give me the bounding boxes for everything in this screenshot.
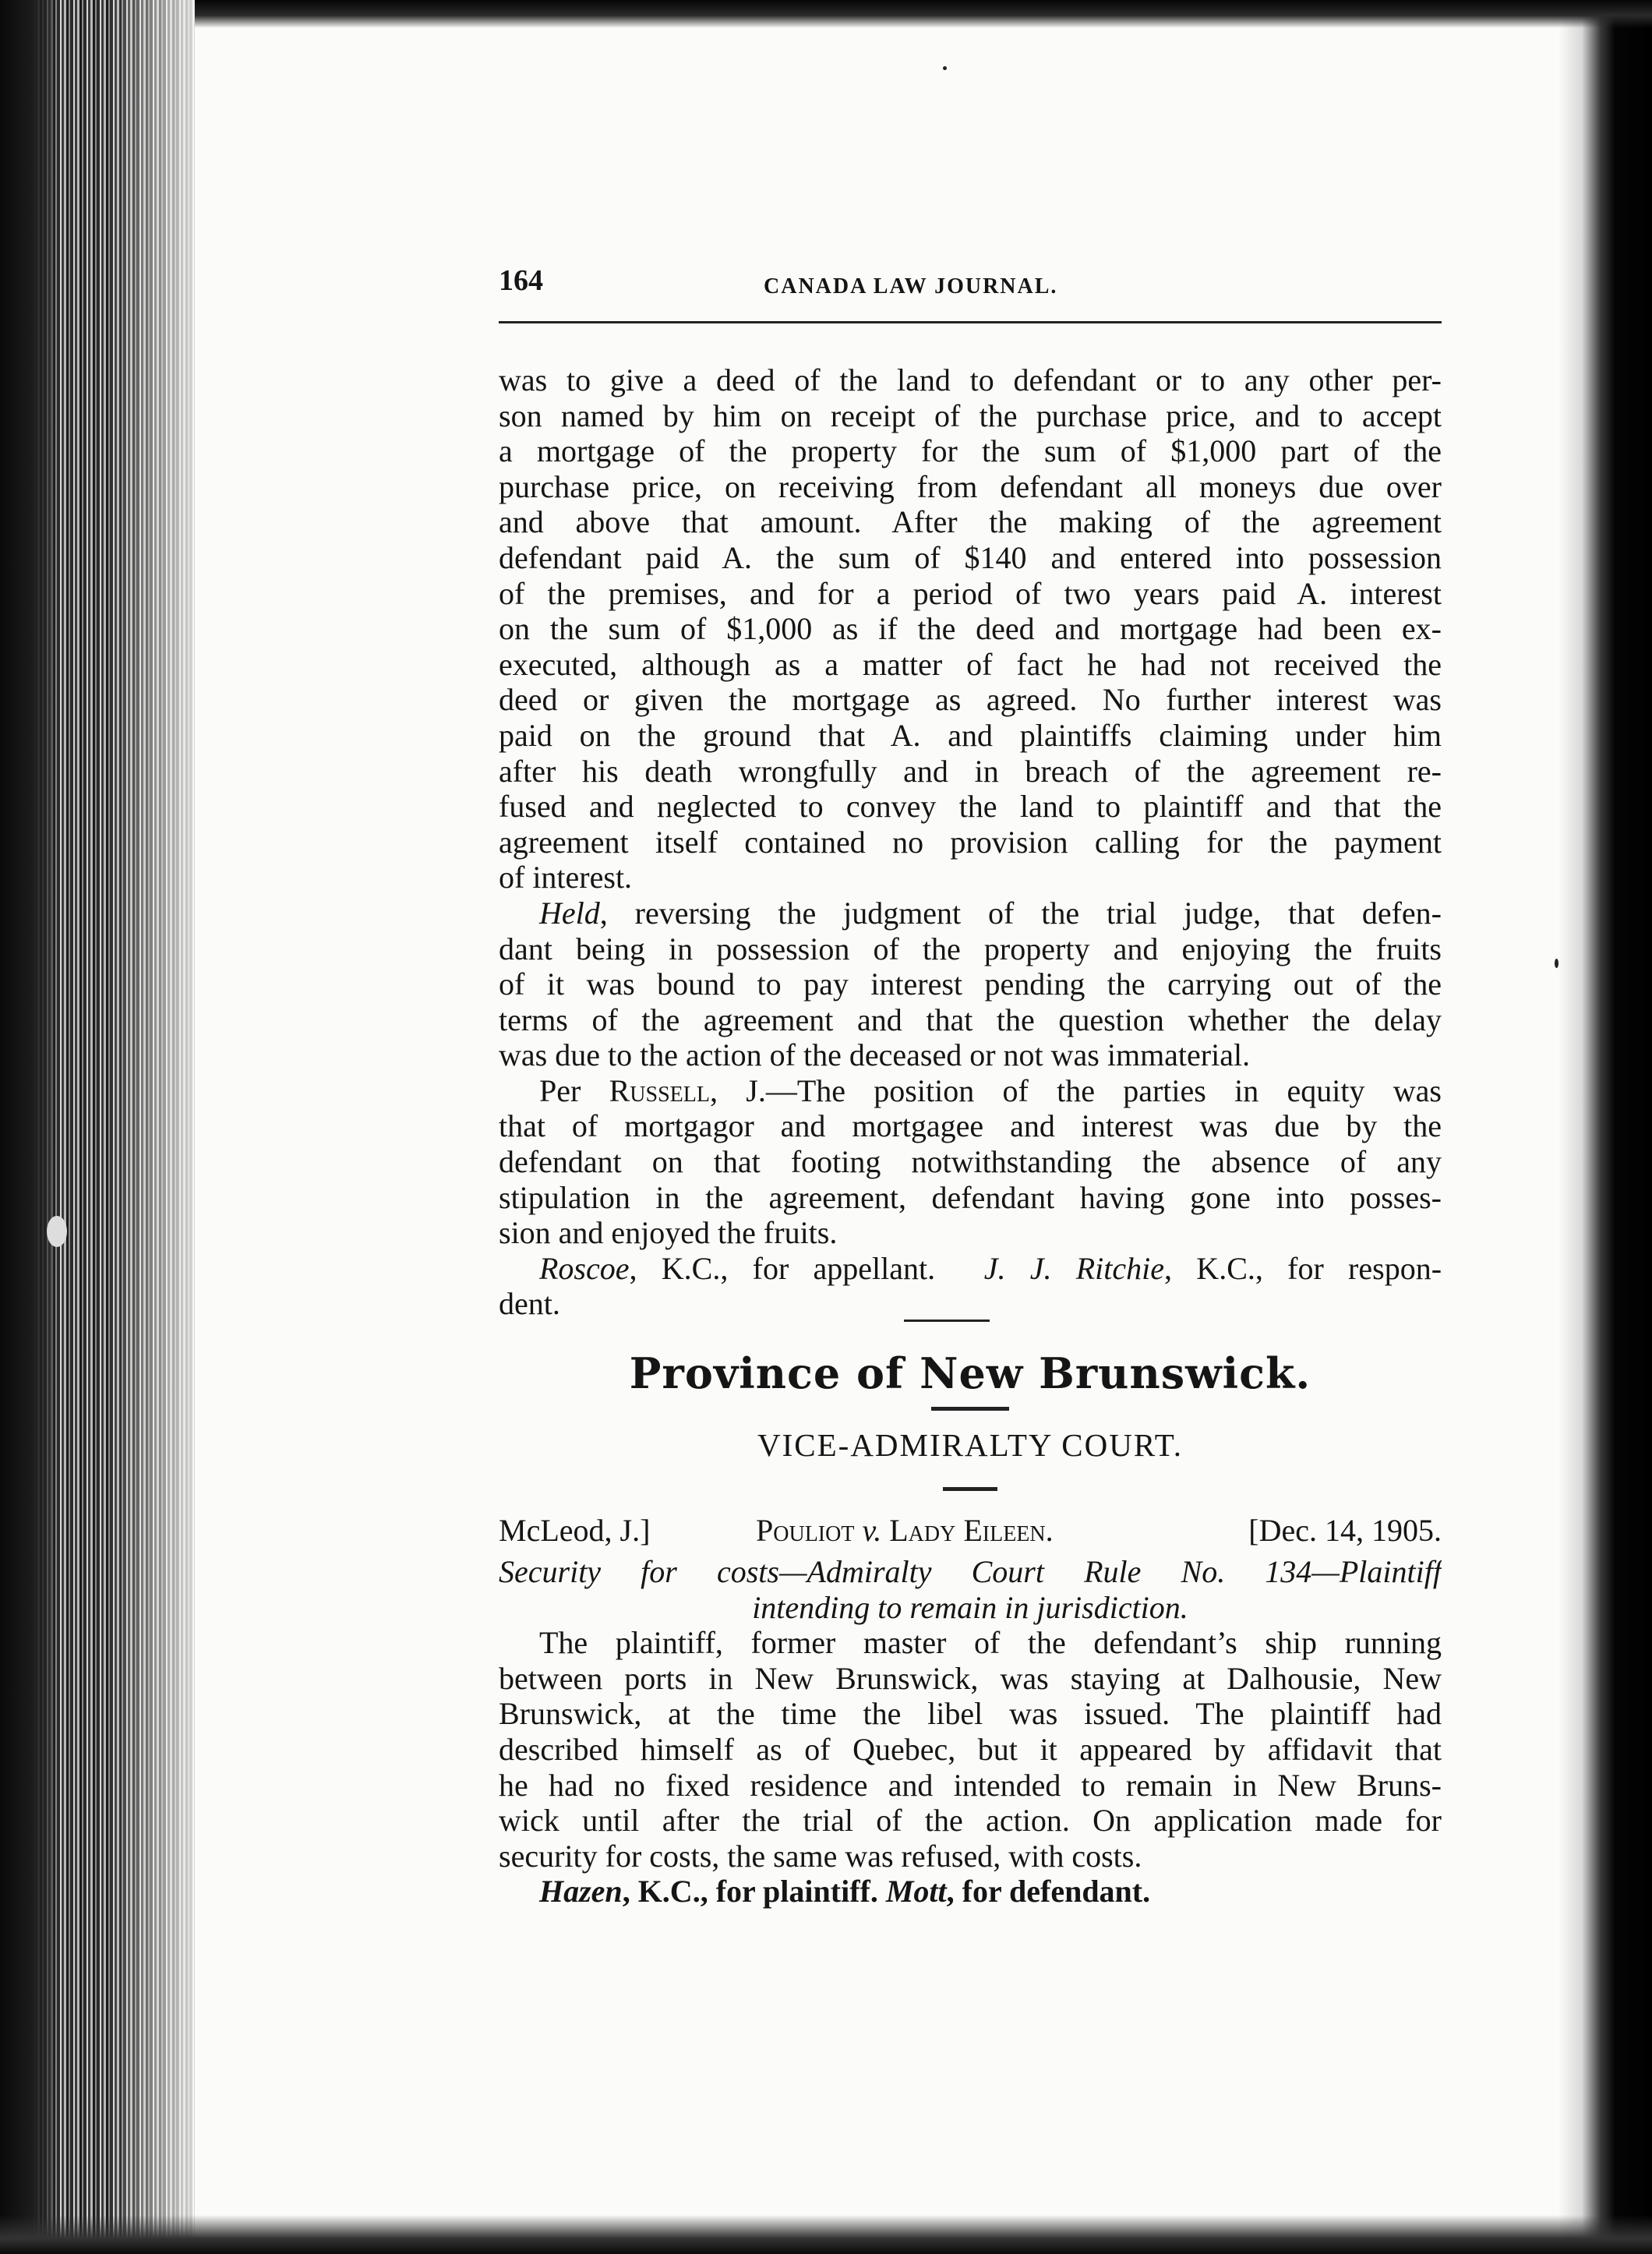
headnote-line: Security for costs—Admiralty Court Rule No. 134—Plaintiff (499, 1554, 1442, 1589)
text-line: dent. (499, 1286, 560, 1322)
court-heading: VICE-ADMIRALTY COURT. (757, 1427, 1183, 1463)
case-name (756, 1512, 1054, 1549)
text-line: terms of the agreement and that the question whether the delay (499, 1002, 1442, 1037)
text-line: between ports in New Brunswick, was staying at Dalhousie, New (499, 1660, 1442, 1696)
appellant-counsel: Roscoe (539, 1250, 630, 1286)
defendant-role: , for defendant. (946, 1874, 1151, 1910)
per-word: Per (539, 1072, 609, 1108)
text-line: wick until after the trial of the action. On application made for (499, 1803, 1442, 1839)
text-line: stipulation in the agreement, defendant having gone into posses- (499, 1179, 1442, 1215)
text-line: of it was bound to pay interest pending the carrying out of the (499, 966, 1442, 1002)
appellant-role: , K.C., for appellant. (629, 1250, 936, 1286)
text-line: defendant paid A. the sum of $140 and entered into possession (499, 539, 1442, 575)
scan-speck (47, 1216, 67, 1247)
province-heading: Province of New Brunswick. (629, 1348, 1311, 1398)
text-line: was to give a deed of the land to defendant or to any other per- (499, 362, 1442, 397)
case-judge: McLeod, J.] (499, 1513, 651, 1548)
header-rule (499, 321, 1442, 323)
heading-divider (943, 1487, 997, 1491)
text-line: defendant on that footing notwithstanding the absence of any (499, 1144, 1442, 1180)
text-line: a mortgage of the property for the sum of $1,000 part of the (499, 433, 1442, 469)
counsel-line (499, 1251, 1442, 1287)
journal-title: CANADA LAW JOURNAL. (764, 274, 1058, 299)
text-line: was due to the action of the deceased or not was immaterial. (499, 1037, 1251, 1073)
gutter-fade (109, 0, 234, 2254)
top-page-edge (195, 0, 1652, 28)
respondent-counsel: J. J. Ritchie (983, 1250, 1165, 1286)
text-line: agreement itself contained no provision calling for the payment (499, 824, 1442, 860)
text-line: Brunswick, at the time the libel was issued. The plaintiff had (499, 1696, 1442, 1732)
text-line: dant being in possession of the property and enjoying the fruits (499, 931, 1442, 966)
text-line: sion and enjoyed the fruits. (499, 1215, 838, 1251)
running-head (499, 263, 1442, 310)
scan-speck (1555, 959, 1558, 968)
case-date: [Dec. 14, 1905. (1248, 1513, 1442, 1548)
text-line: of interest. (499, 860, 633, 896)
section-divider (904, 1320, 990, 1322)
held-word: Held (539, 895, 600, 931)
russell-paragraph-first-line (499, 1073, 1442, 1109)
plaintiff-counsel: Hazen (539, 1874, 623, 1910)
text-line: described himself as of Quebec, but it appeared by affidavit that (499, 1731, 1442, 1767)
text-line: he had no fixed residence and intended to remain in New Bruns- (499, 1767, 1442, 1803)
held-text: , reversing the judgment of the trial judge, that defen- (599, 895, 1442, 931)
case-citation (499, 1512, 1442, 1551)
text-line: purchase price, on receiving from defendant all moneys due over (499, 468, 1442, 504)
text-line: of the premises, and for a period of two years paid A. interest (499, 575, 1442, 611)
text-line: after his death wrongfully and in breach of the agreement re- (499, 753, 1442, 789)
plaintiff-role: , K.C., for plaintiff. (622, 1874, 886, 1910)
scan-speck (943, 66, 947, 70)
text-line: son named by him on receipt of the purchase price, and to accept (499, 397, 1442, 433)
text-line: The plaintiff, former master of the defendant’s ship running (539, 1625, 1442, 1661)
body-text-bottom (499, 1554, 1442, 1910)
text-line: executed, although as a matter of fact he had not received the (499, 646, 1442, 682)
held-paragraph-first-line (499, 896, 1442, 931)
judge-name: Russell (609, 1072, 710, 1108)
heading-divider (931, 1407, 1009, 1411)
text-line: paid on the ground that A. and plaintiffs claiming under him (499, 717, 1442, 753)
right-page-edge (1558, 0, 1652, 2254)
text-line: that of mortgagor and mortgagee and interest was due by the (499, 1108, 1442, 1144)
defendant-name: Lady Eileen. (889, 1513, 1054, 1548)
text-line: and above that amount. After the making of the agreement (499, 504, 1442, 540)
text-line: deed or given the mortgage as agreed. No further interest was (499, 682, 1442, 718)
versus: v. (854, 1513, 890, 1548)
text-line: fused and neglected to convey the land to plaintiff and that the (499, 789, 1442, 825)
plaintiff-name: Pouliot (756, 1513, 855, 1548)
page-number: 164 (499, 264, 543, 297)
headnote-line: intending to remain in jurisdiction. (752, 1589, 1188, 1625)
text-line: on the sum of $1,000 as if the deed and mortgage had been ex- (499, 611, 1442, 647)
russell-text: , J.—The position of the parties in equity was (709, 1072, 1442, 1108)
text-line: security for costs, the same was refused, with costs. (499, 1838, 1142, 1874)
defendant-counsel: Mott (885, 1874, 947, 1910)
respondent-role: , K.C., for respon- (1164, 1250, 1442, 1286)
counsel-line (499, 1874, 1442, 1910)
body-text-top (499, 362, 1442, 1322)
bottom-page-edge (0, 2215, 1652, 2254)
binding-shadow (0, 0, 55, 2254)
